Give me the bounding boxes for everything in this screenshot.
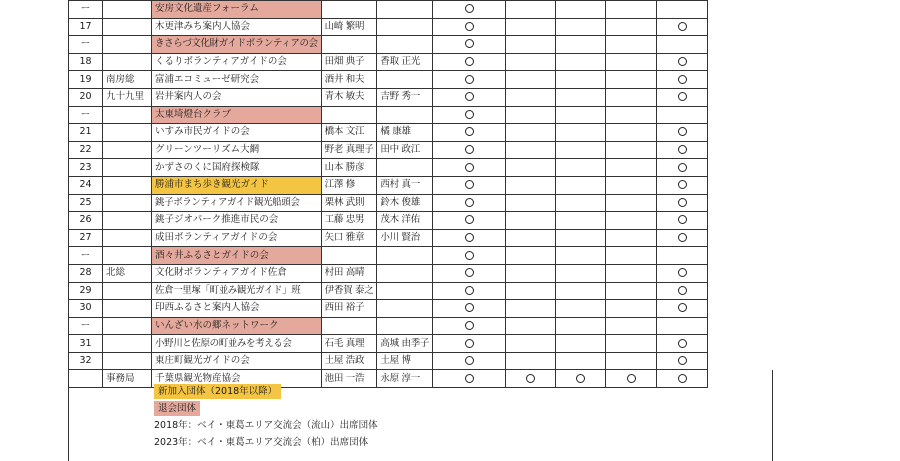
table-row	[69, 317, 798, 335]
attendance-cell-1	[433, 176, 506, 194]
organization-name-cell: 富浦エコミューゼ研究会	[152, 71, 322, 89]
attendance-cell-3	[556, 141, 606, 159]
attendance-cell-5	[657, 194, 708, 212]
region-cell	[103, 282, 152, 300]
organization-name-cell: 銚子ジオパーク推進市民の会	[152, 212, 322, 230]
table-row	[69, 18, 798, 36]
attendance-cell-5	[657, 300, 708, 318]
attendance-mark-icon	[465, 251, 474, 260]
table-row	[69, 194, 798, 212]
attendance-cell-4	[606, 352, 657, 370]
legend-area	[68, 370, 773, 461]
row-number-cell: 25	[69, 194, 103, 212]
table-row	[69, 300, 798, 318]
region-cell: 南房総	[103, 71, 152, 89]
representative-cell	[321, 1, 377, 19]
attendance-cell-3	[556, 18, 606, 36]
table-row	[69, 176, 798, 194]
region-cell	[103, 18, 152, 36]
row-number-cell: ー	[69, 247, 103, 265]
representative-cell: 矢口 雅章	[321, 229, 377, 247]
attendance-cell-4	[606, 300, 657, 318]
row-number-cell: 27	[69, 229, 103, 247]
attendance-mark-icon	[678, 303, 687, 312]
legend-withdrawn-members: 退会団体	[154, 401, 200, 416]
attendance-cell-4	[606, 124, 657, 142]
organization-name-cell: 成田ボランティアガイドの会	[152, 229, 322, 247]
attendance-cell-1	[433, 53, 506, 71]
row-number-cell: 21	[69, 124, 103, 142]
attendance-mark-icon	[465, 4, 474, 13]
region-cell: 北総	[103, 264, 152, 282]
attendance-cell-2	[506, 335, 556, 353]
organization-name-cell: いすみ市民ガイドの会	[152, 124, 322, 142]
attendance-cell-3	[556, 229, 606, 247]
row-number-cell: 20	[69, 88, 103, 106]
attendance-cell-3	[556, 36, 606, 54]
attendance-mark-icon	[465, 356, 474, 365]
attendance-mark-icon	[678, 339, 687, 348]
attendance-cell-1	[433, 247, 506, 265]
attendance-cell-2	[506, 300, 556, 318]
organization-name-cell: くるりボランティアガイドの会	[152, 53, 322, 71]
representative-cell: 村田 高晴	[321, 264, 377, 282]
organization-name-cell: 木更津みち案内人協会	[152, 18, 322, 36]
attendance-cell-1	[433, 71, 506, 89]
attendance-mark-icon	[465, 268, 474, 277]
representative-cell	[377, 36, 433, 54]
row-number-cell: 22	[69, 141, 103, 159]
row-number-cell: ー	[69, 106, 103, 124]
attendance-cell-5	[657, 176, 708, 194]
region-cell	[103, 352, 152, 370]
table-row	[69, 282, 798, 300]
attendance-cell-1	[433, 36, 506, 54]
table-row	[69, 124, 798, 142]
attendance-cell-4	[606, 106, 657, 124]
attendance-cell-5	[657, 71, 708, 89]
row-number-cell: 18	[69, 53, 103, 71]
representative-cell: 伊香賀 泰之	[321, 282, 377, 300]
representative-cell: 工藤 忠男	[321, 212, 377, 230]
attendance-cell-2	[506, 247, 556, 265]
attendance-cell-1	[433, 300, 506, 318]
attendance-cell-2	[506, 106, 556, 124]
attendance-cell-2	[506, 352, 556, 370]
attendance-cell-2	[506, 18, 556, 36]
attendance-cell-5	[657, 247, 708, 265]
attendance-mark-icon	[678, 268, 687, 277]
attendance-mark-icon	[678, 233, 687, 242]
organization-name-cell: 印西ふるさと案内人協会	[152, 300, 322, 318]
attendance-cell-1	[433, 352, 506, 370]
attendance-cell-3	[556, 124, 606, 142]
attendance-cell-4	[606, 71, 657, 89]
region-cell: 事務局	[103, 370, 152, 388]
attendance-cell-1	[433, 141, 506, 159]
representative-cell	[321, 106, 377, 124]
organization-name-cell: グリーンツーリズム大網	[152, 141, 322, 159]
representative-cell: 土屋 浩政	[321, 352, 377, 370]
representative-cell: 野老 真理子	[321, 141, 377, 159]
row-number-cell: 30	[69, 300, 103, 318]
representative-cell	[377, 264, 433, 282]
representative-cell: 橘 康雄	[377, 124, 433, 142]
region-cell	[103, 36, 152, 54]
representative-cell: 橋本 文江	[321, 124, 377, 142]
attendance-mark-icon	[465, 163, 474, 172]
attendance-mark-icon	[465, 110, 474, 119]
attendance-cell-3	[556, 194, 606, 212]
attendance-mark-icon	[678, 356, 687, 365]
organization-name-cell: 安房文化遺産フォーラム	[152, 1, 322, 19]
attendance-cell-2	[506, 53, 556, 71]
region-cell	[103, 1, 152, 19]
organization-name-cell: 銚子ボランティアガイド観光船頭会	[152, 194, 322, 212]
attendance-cell-5	[657, 335, 708, 353]
attendance-cell-1	[433, 212, 506, 230]
attendance-cell-5	[657, 264, 708, 282]
representative-cell	[321, 247, 377, 265]
attendance-mark-icon	[465, 303, 474, 312]
representative-cell: 石毛 真理	[321, 335, 377, 353]
attendance-cell-5	[657, 18, 708, 36]
attendance-cell-4	[606, 229, 657, 247]
representative-cell: 西村 真一	[377, 176, 433, 194]
representative-cell: 山本 勝彦	[321, 159, 377, 177]
representative-cell	[377, 159, 433, 177]
attendance-cell-3	[556, 264, 606, 282]
row-number-cell: 26	[69, 212, 103, 230]
attendance-cell-2	[506, 282, 556, 300]
representative-cell: 西田 裕子	[321, 300, 377, 318]
attendance-mark-icon	[678, 286, 687, 295]
representative-cell	[377, 247, 433, 265]
attendance-cell-2	[506, 229, 556, 247]
table-row	[69, 71, 798, 89]
attendance-cell-5	[657, 141, 708, 159]
row-number-cell: 24	[69, 176, 103, 194]
attendance-cell-1	[433, 106, 506, 124]
organization-name-cell: 佐倉一里塚「町並み観光ガイド」班	[152, 282, 322, 300]
attendance-mark-icon	[465, 215, 474, 224]
region-cell	[103, 159, 152, 177]
table-row	[69, 229, 798, 247]
region-cell	[103, 229, 152, 247]
attendance-cell-2	[506, 36, 556, 54]
attendance-cell-3	[556, 335, 606, 353]
attendance-cell-1	[433, 159, 506, 177]
attendance-cell-4	[606, 335, 657, 353]
attendance-cell-3	[556, 106, 606, 124]
attendance-cell-1	[433, 317, 506, 335]
attendance-cell-4	[606, 282, 657, 300]
attendance-cell-2	[506, 141, 556, 159]
representative-cell: 土屋 博	[377, 352, 433, 370]
row-number-cell: ー	[69, 317, 103, 335]
row-number-cell: 28	[69, 264, 103, 282]
table-row	[69, 352, 798, 370]
attendance-mark-icon	[465, 75, 474, 84]
table-body	[69, 1, 798, 388]
attendance-cell-3	[556, 282, 606, 300]
attendance-cell-2	[506, 317, 556, 335]
attendance-cell-2	[506, 194, 556, 212]
organization-name-cell: 東庄町観光ガイドの会	[152, 352, 322, 370]
attendance-cell-2	[506, 176, 556, 194]
attendance-cell-1	[433, 18, 506, 36]
attendance-cell-2	[506, 88, 556, 106]
attendance-cell-4	[606, 247, 657, 265]
attendance-mark-icon	[678, 145, 687, 154]
attendance-cell-5	[657, 1, 708, 19]
organization-name-cell: いんざい水の郷ネットワーク	[152, 317, 322, 335]
member-table	[68, 0, 798, 388]
row-number-cell: 31	[69, 335, 103, 353]
attendance-cell-5	[657, 124, 708, 142]
attendance-cell-5	[657, 53, 708, 71]
attendance-mark-icon	[465, 145, 474, 154]
attendance-cell-4	[606, 194, 657, 212]
attendance-cell-4	[606, 141, 657, 159]
table-row	[69, 1, 798, 19]
attendance-cell-5	[657, 317, 708, 335]
attendance-cell-4	[606, 36, 657, 54]
attendance-cell-1	[433, 1, 506, 19]
region-cell	[103, 106, 152, 124]
representative-cell: 栗林 武則	[321, 194, 377, 212]
attendance-cell-4	[606, 88, 657, 106]
attendance-mark-icon	[678, 198, 687, 207]
attendance-cell-5	[657, 212, 708, 230]
attendance-cell-5	[657, 36, 708, 54]
representative-cell: 山崎 繁明	[321, 18, 377, 36]
organization-name-cell: 酒々井ふるさとガイドの会	[152, 247, 322, 265]
attendance-cell-1	[433, 282, 506, 300]
table-row	[69, 335, 798, 353]
organization-name-cell: 小野川と佐原の町並みを考える会	[152, 335, 322, 353]
region-cell	[103, 212, 152, 230]
region-cell	[103, 141, 152, 159]
representative-cell: 鈴木 俊雄	[377, 194, 433, 212]
attendance-cell-1	[433, 124, 506, 142]
attendance-cell-1	[433, 335, 506, 353]
region-cell	[103, 194, 152, 212]
representative-cell	[377, 300, 433, 318]
attendance-mark-icon	[678, 57, 687, 66]
representative-cell: 香取 正光	[377, 53, 433, 71]
attendance-cell-5	[657, 282, 708, 300]
attendance-cell-1	[433, 229, 506, 247]
organization-name-cell: きさらづ文化財ガイドボランティアの会	[152, 36, 322, 54]
attendance-mark-icon	[465, 286, 474, 295]
attendance-mark-icon	[678, 22, 687, 31]
table-row	[69, 88, 798, 106]
attendance-cell-4	[606, 1, 657, 19]
attendance-cell-1	[433, 88, 506, 106]
attendance-cell-3	[556, 176, 606, 194]
representative-cell: 茂木 洋佑	[377, 212, 433, 230]
attendance-mark-icon	[465, 198, 474, 207]
representative-cell	[377, 282, 433, 300]
attendance-cell-2	[506, 212, 556, 230]
attendance-cell-2	[506, 264, 556, 282]
attendance-mark-icon	[678, 163, 687, 172]
attendance-mark-icon	[678, 215, 687, 224]
region-cell	[103, 300, 152, 318]
attendance-mark-icon	[465, 57, 474, 66]
attendance-cell-3	[556, 1, 606, 19]
row-number-cell: ー	[69, 1, 103, 19]
representative-cell: 田中 政江	[377, 141, 433, 159]
representative-cell	[377, 71, 433, 89]
region-cell: 九十九里	[103, 88, 152, 106]
representative-cell: 永原 淳一	[377, 370, 433, 388]
representative-cell: 酒井 和夫	[321, 71, 377, 89]
attendance-mark-icon	[465, 92, 474, 101]
attendance-cell-1	[433, 264, 506, 282]
table-row	[69, 159, 798, 177]
attendance-cell-2	[506, 159, 556, 177]
attendance-cell-5	[657, 159, 708, 177]
attendance-cell-1	[433, 194, 506, 212]
representative-cell: 江澤 修	[321, 176, 377, 194]
attendance-cell-3	[556, 212, 606, 230]
region-cell	[103, 247, 152, 265]
attendance-cell-3	[556, 352, 606, 370]
representative-cell	[377, 18, 433, 36]
attendance-cell-4	[606, 176, 657, 194]
representative-cell: 池田 一浩	[321, 370, 377, 388]
attendance-cell-2	[506, 124, 556, 142]
representative-cell	[321, 36, 377, 54]
organization-name-cell: 千葉県観光物産協会	[152, 370, 322, 388]
table-row	[69, 53, 798, 71]
attendance-mark-icon	[465, 339, 474, 348]
representative-cell: 高城 由季子	[377, 335, 433, 353]
attendance-mark-icon	[678, 92, 687, 101]
attendance-mark-icon	[465, 127, 474, 136]
row-number-cell: 17	[69, 18, 103, 36]
row-number-cell: 23	[69, 159, 103, 177]
organization-name-cell: 岩井案内人の会	[152, 88, 322, 106]
attendance-mark-icon	[465, 321, 474, 330]
representative-cell	[321, 317, 377, 335]
region-cell	[103, 176, 152, 194]
representative-cell: 田畑 典子	[321, 53, 377, 71]
attendance-cell-5	[657, 229, 708, 247]
attendance-cell-3	[556, 88, 606, 106]
attendance-cell-4	[606, 18, 657, 36]
attendance-cell-4	[606, 317, 657, 335]
representative-cell	[377, 1, 433, 19]
organization-name-cell: 勝浦市まち歩き観光ガイド	[152, 176, 322, 194]
attendance-mark-icon	[678, 75, 687, 84]
row-number-cell: ー	[69, 36, 103, 54]
attendance-cell-3	[556, 247, 606, 265]
attendance-mark-icon	[678, 180, 687, 189]
legend-new-members: 新加入団体（2018年以降）	[154, 384, 281, 399]
table-row	[69, 141, 798, 159]
attendance-cell-4	[606, 53, 657, 71]
attendance-mark-icon	[678, 127, 687, 136]
region-cell	[103, 53, 152, 71]
attendance-cell-3	[556, 159, 606, 177]
row-number-cell: 19	[69, 71, 103, 89]
attendance-mark-icon	[465, 22, 474, 31]
attendance-cell-3	[556, 71, 606, 89]
representative-cell: 小川 賢治	[377, 229, 433, 247]
note-2023: 2023年：ベイ・東葛エリア交流会（柏）出席団体	[154, 437, 369, 448]
table-row	[69, 106, 798, 124]
attendance-cell-4	[606, 264, 657, 282]
row-number-cell: 32	[69, 352, 103, 370]
table-row	[69, 36, 798, 54]
attendance-cell-4	[606, 212, 657, 230]
attendance-mark-icon	[465, 39, 474, 48]
region-cell	[103, 124, 152, 142]
attendance-cell-5	[657, 352, 708, 370]
representative-cell	[377, 106, 433, 124]
attendance-cell-2	[506, 1, 556, 19]
table-row	[69, 247, 798, 265]
row-number-cell: 29	[69, 282, 103, 300]
member-table-container	[68, 0, 798, 388]
organization-name-cell: かずさのくに国府探検隊	[152, 159, 322, 177]
organization-name-cell: 文化財ボランティアガイド佐倉	[152, 264, 322, 282]
attendance-cell-5	[657, 106, 708, 124]
attendance-cell-2	[506, 71, 556, 89]
attendance-mark-icon	[465, 180, 474, 189]
region-cell	[103, 317, 152, 335]
representative-cell: 青木 敏夫	[321, 88, 377, 106]
organization-name-cell: 太東埼燈台クラブ	[152, 106, 322, 124]
table-row	[69, 264, 798, 282]
attendance-cell-5	[657, 88, 708, 106]
attendance-cell-3	[556, 317, 606, 335]
attendance-cell-3	[556, 300, 606, 318]
note-2018: 2018年：ベイ・東葛エリア交流会（流山）出席団体	[154, 420, 378, 431]
attendance-cell-3	[556, 53, 606, 71]
attendance-mark-icon	[465, 233, 474, 242]
region-cell	[103, 335, 152, 353]
representative-cell: 吉野 秀一	[377, 88, 433, 106]
attendance-cell-4	[606, 159, 657, 177]
table-row	[69, 212, 798, 230]
representative-cell	[377, 317, 433, 335]
